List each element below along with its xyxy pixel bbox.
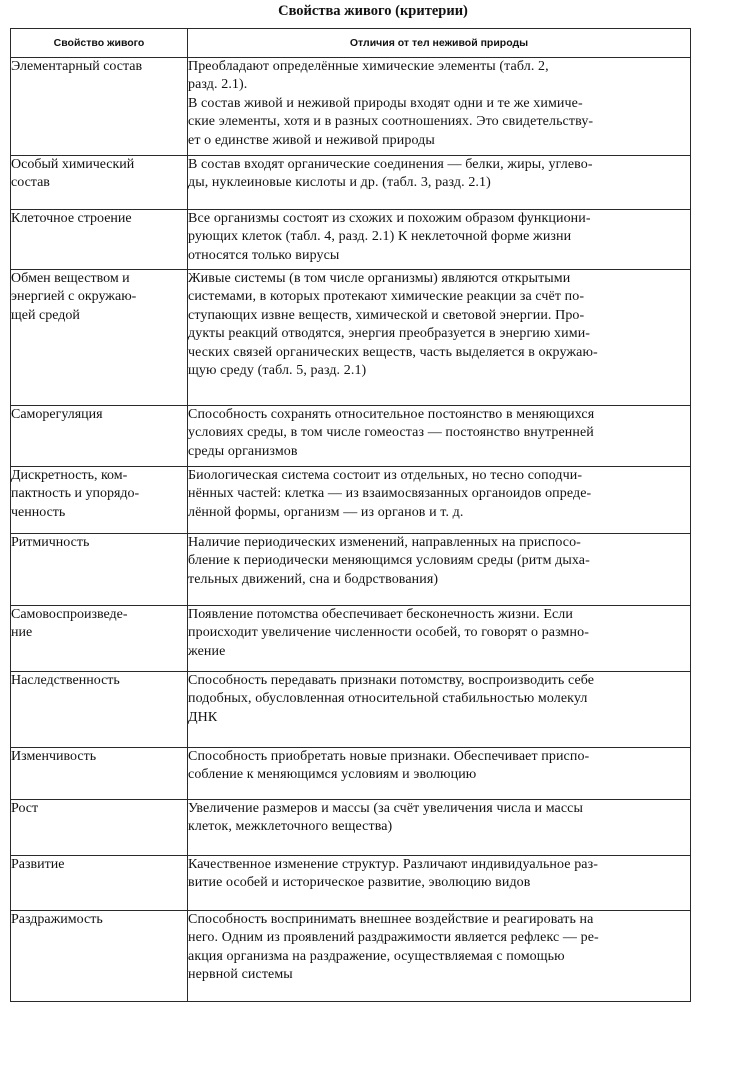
- description-line: В состав входят органические соединения — белки, жиры, углево-: [188, 157, 593, 172]
- description-line: условиях среды, в том числе гомеостаз — постоянство внутренней: [188, 425, 594, 441]
- column-header-property: Свойство живого: [11, 29, 188, 58]
- description-cell: [188, 58, 691, 156]
- description-line: Наличие периодических изменений, направленных на приспосо-: [188, 535, 581, 550]
- description-line: Качественное изменение структур. Различают индивидуальное раз-: [188, 857, 599, 872]
- description-line: ступающих извне веществ, химической и световой энергии. Про-: [188, 307, 585, 323]
- description-line: витие особей и историческое развитие, эволюцию видов: [188, 875, 531, 891]
- table-row: [11, 210, 691, 270]
- table-row: [11, 467, 691, 534]
- property-line: Дискретность, ком-: [11, 468, 128, 483]
- description-line: Все организмы состоят из схожих и похожим образом функциони-: [188, 211, 591, 226]
- property-line: Ритмичность: [11, 535, 90, 550]
- description-line: относятся только вирусы: [188, 247, 340, 263]
- description-cell: [188, 467, 691, 534]
- description-line: клеток, межклеточного вещества): [188, 819, 393, 835]
- property-cell: [11, 800, 188, 856]
- description-line: ческих связей органических веществ, часть выделяется в окружаю-: [188, 344, 598, 360]
- property-cell: [11, 606, 188, 672]
- property-line: Самовоспроизведе-: [11, 607, 128, 622]
- description-cell: [188, 856, 691, 911]
- table-row: [11, 911, 691, 1002]
- description-line: него. Одним из проявлений раздражимости является рефлекс — ре-: [188, 930, 599, 946]
- property-cell: [11, 534, 188, 606]
- table-row: [11, 606, 691, 672]
- description-line: ет о единстве живой и неживой природы: [188, 132, 435, 148]
- description-line: нённых частей: клетка — из взаимосвязанных органоидов опреде-: [188, 486, 592, 502]
- table-row: [11, 58, 691, 156]
- description-cell: [188, 748, 691, 800]
- property-line: пактность и упорядо-: [11, 486, 140, 502]
- description-line: тельных движений, сна и бодрствования): [188, 571, 439, 587]
- table-row: [11, 406, 691, 467]
- description-line: системами, в которых протекают химические реакции за счёт по-: [188, 289, 585, 305]
- description-cell: [188, 911, 691, 1002]
- property-line: Изменчивость: [11, 749, 97, 764]
- property-cell: [11, 406, 188, 467]
- description-line: разд. 2.1).: [188, 77, 248, 93]
- property-line: Рост: [11, 801, 39, 816]
- property-line: энергией с окружаю-: [11, 289, 137, 305]
- description-line: Биологическая система состоит из отдельных, но тесно соподчи-: [188, 468, 583, 483]
- table-row: [11, 534, 691, 606]
- table-row: [11, 800, 691, 856]
- property-cell: [11, 856, 188, 911]
- table-header-row: [11, 29, 691, 58]
- description-line: бление к периодически меняющимся условиям среды (ритм дыха-: [188, 553, 590, 569]
- property-cell: [11, 210, 188, 270]
- property-line: состав: [11, 175, 50, 191]
- properties-table: [10, 28, 691, 1002]
- property-cell: [11, 270, 188, 406]
- description-line: ды, нуклеиновые кислоты и др. (табл. 3, разд. 2.1): [188, 175, 491, 191]
- property-line: ние: [11, 625, 33, 641]
- description-line: дукты реакций отводятся, энергия преобразуется в энергию хими-: [188, 326, 591, 342]
- description-line: среды организмов: [188, 443, 298, 459]
- description-line: Преобладают определённые химические элементы (табл. 2,: [188, 59, 549, 74]
- description-cell: [188, 156, 691, 210]
- description-cell: [188, 406, 691, 467]
- table-row: [11, 856, 691, 911]
- description-cell: [188, 606, 691, 672]
- description-line: Способность сохранять относительное постоянство в меняющихся: [188, 407, 595, 422]
- description-line: щую среду (табл. 5, разд. 2.1): [188, 363, 367, 379]
- description-line: нервной системы: [188, 967, 293, 983]
- property-cell: [11, 911, 188, 1002]
- property-line: Наследственность: [11, 673, 120, 688]
- description-line: ские элементы, хотя и в разных соотношениях. Это свидетельству-: [188, 114, 594, 130]
- property-cell: [11, 748, 188, 800]
- column-header-difference: Отличия от тел неживой природы: [188, 29, 691, 58]
- description-cell: [188, 210, 691, 270]
- page-title: Свойства живого (критерии): [278, 3, 468, 19]
- description-line: ДНК: [188, 709, 218, 725]
- description-cell: [188, 270, 691, 406]
- property-cell: [11, 672, 188, 748]
- property-line: ченность: [11, 504, 66, 520]
- description-cell: [188, 800, 691, 856]
- property-line: Клеточное строение: [11, 211, 132, 226]
- description-line: Появление потомства обеспечивает бесконечность жизни. Если: [188, 607, 573, 622]
- property-line: Особый химический: [11, 157, 135, 172]
- description-cell: [188, 672, 691, 748]
- description-line: Живые системы (в том числе организмы) являются открытыми: [188, 271, 571, 286]
- description-line: Способность приобретать новые признаки. Обеспечивает приспо-: [188, 749, 590, 764]
- property-line: Раздражимость: [11, 912, 103, 927]
- description-line: рующих клеток (табл. 4, разд. 2.1) К неклеточной форме жизни: [188, 229, 572, 245]
- description-line: жение: [188, 643, 226, 659]
- property-cell: [11, 156, 188, 210]
- description-line: Способность передавать признаки потомству, воспроизводить себе: [188, 673, 595, 688]
- property-cell: [11, 58, 188, 156]
- table-row: [11, 156, 691, 210]
- description-line: собление к меняющимся условиям и эволюцию: [188, 767, 477, 783]
- property-line: Развитие: [11, 857, 65, 872]
- description-cell: [188, 534, 691, 606]
- description-line: происходит увеличение численности особей, то говорят о размно-: [188, 625, 589, 641]
- property-line: щей средой: [11, 307, 80, 323]
- property-cell: [11, 467, 188, 534]
- description-line: подобных, обусловленная относительной стабильностью молекул: [188, 691, 588, 707]
- property-line: Элементарный состав: [11, 59, 143, 74]
- description-line: В состав живой и неживой природы входят одни и те же химиче-: [188, 95, 583, 111]
- description-line: Способность воспринимать внешнее воздействие и реагировать на: [188, 912, 594, 927]
- table-row: [11, 270, 691, 406]
- table-row: [11, 748, 691, 800]
- table-row: [11, 672, 691, 748]
- property-line: Саморегуляция: [11, 407, 103, 422]
- table-body: [11, 58, 691, 1002]
- description-line: Увеличение размеров и массы (за счёт увеличения числа и массы: [188, 801, 584, 816]
- property-line: Обмен веществом и: [11, 271, 130, 286]
- description-line: лённой формы, организм — из органов и т. д.: [188, 504, 464, 520]
- description-line: акция организма на раздражение, осуществляемая с помощью: [188, 948, 565, 964]
